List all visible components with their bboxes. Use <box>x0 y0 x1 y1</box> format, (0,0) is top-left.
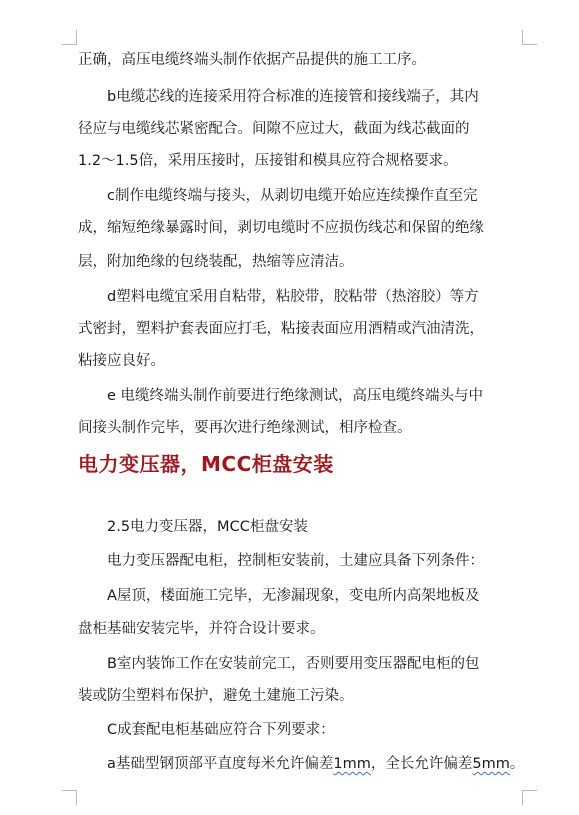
section-heading: 电力变压器，MCC柜盘安装 <box>78 452 334 476</box>
crop-mark-bottom-left <box>62 790 77 805</box>
text-line: 径应与电缆线芯紧密配合。间隙不应过大，截面为线芯截面的 <box>78 121 470 137</box>
crop-mark-bottom-right <box>522 790 537 805</box>
text-line: c制作电缆终端与接头，从剥切电缆开始应连续操作直至完 <box>107 188 478 204</box>
text-line: 正确，高压电缆终端头制作依据产品提供的施工工序。 <box>78 52 426 68</box>
text-line: d塑料电缆宜采用自粘带，粘胶带，胶粘带（热溶胶）等方 <box>107 289 479 305</box>
text-line: A屋顶，楼面施工完毕，无渗漏现象，变电所内高架地板及 <box>107 588 480 604</box>
text-line: 粘接应良好。 <box>78 353 165 369</box>
text-segment: a基础型钢顶部平直度每米允许偏差 <box>107 756 334 772</box>
text-line: 电力变压器配电柜，控制柜安装前，土建应具备下列条件： <box>107 553 484 569</box>
text-line: b电缆芯线的连接采用符合标准的连接管和接线端子，其内 <box>107 89 479 105</box>
text-segment: ，全长允许偏差 <box>370 756 473 772</box>
text-line: 式密封，塑料护套表面应打毛，粘接表面应用酒精或汽油清洗， <box>78 321 484 337</box>
text-line: 成，缩短绝缘暴露时间，剥切电缆时不应损伤线芯和保留的绝缘 <box>78 220 484 236</box>
text-line: B室内装饰工作在安装前完工，否则要用变压器配电柜的包 <box>107 656 480 672</box>
text-line-last <box>107 754 524 774</box>
text-line: C成套配电柜基础应符合下列要求： <box>107 722 335 738</box>
spellcheck-unit-2: 5mm <box>472 756 510 772</box>
text-line: 1.2～1.5倍，采用压接时，压接钳和模具应符合规格要求。 <box>78 153 458 169</box>
section-subtitle: 2.5电力变压器，MCC柜盘安装 <box>107 519 308 535</box>
text-segment: 。 <box>509 756 525 772</box>
text-line: 盘柜基础安装完毕，并符合设计要求。 <box>78 621 325 637</box>
crop-mark-top-right <box>522 30 537 45</box>
crop-mark-top-left <box>62 30 77 45</box>
text-line: 间接头制作完毕，要再次进行绝缘测试，相序检查。 <box>78 420 412 436</box>
text-line: 层，附加绝缘的包绕装配，热缩等应清洁。 <box>78 254 354 270</box>
text-line: e 电缆终端头制作前要进行绝缘测试，高压电缆终端头与中 <box>107 388 484 404</box>
spellcheck-unit-1: 1mm <box>333 756 371 772</box>
text-line: 装或防尘塑料布保护，避免土建施工污染。 <box>78 688 354 704</box>
